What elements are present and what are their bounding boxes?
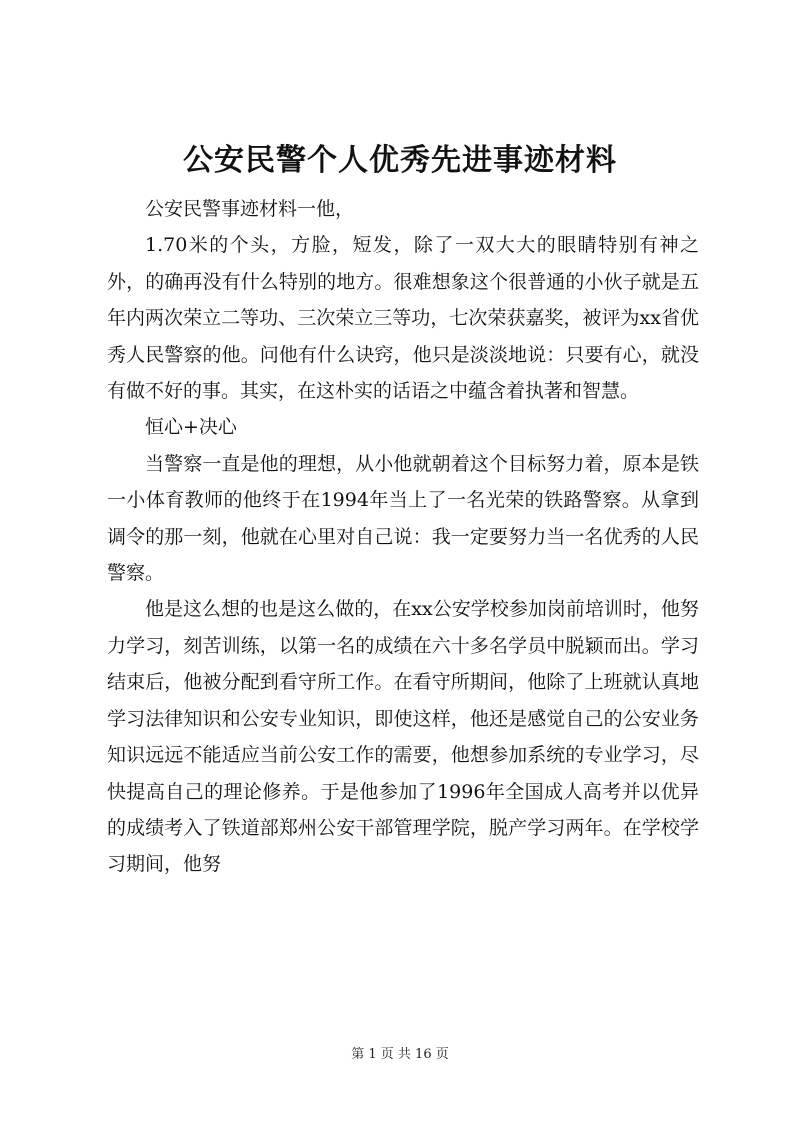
paragraph-description: 1.70米的个头，方脸，短发，除了一双大大的眼睛特别有神之外，的确再没有什么特别的地方。很难想象这个很普通的小伙子就是五年内两次荣立二等功、三次荣立三等功，七次荣获嘉奖，被评为xx省优秀人民警察的他。问他有什么诀窍，他只是淡淡地说：只要有心，就没有做不好的事。其实，在这朴实的话语之中蕴含着执著和智慧。 [107,234,699,403]
paragraph-training: 他是这么想的也是这么做的，在xx公安学校参加岗前培训时，他努力学习，刻苦训练，以第一名的成绩在六十多名学员中脱颖而出。学习结束后，他被分配到看守所工作。在看守所期间，他除了上班就认真地学习法律知识和公安专业知识，即使这样，他还是感觉自己的公安业务知识远远不能适应当前公安工作的需要，他想参加系统的专业学习，尽快提高自己的理论修养。于是他参加了1996年全国成人高考并以优异的成绩考入了铁道部郑州公安干部管理学院，脱产学习两年。在学校学习期间，他努 [107,598,699,876]
paragraph-ideal: 当警察一直是他的理想，从小他就朝着这个目标努力着，原本是铁一小体育教师的他终于在1994年当上了一名光荣的铁路警察。从拿到调令的那一刻，他就在心里对自己说：我一定要努力当一名优秀的人民警察。 [107,452,699,585]
document-title: 公安民警个人优秀先进事迹材料 [183,143,617,178]
page-number-footer: 第 1 页 共 16 页 [351,1047,449,1062]
document-body [107,191,699,883]
section-heading: 恒心+决心 [145,416,237,439]
paragraph-intro: 公安民警事迹材料一他， [145,198,355,220]
